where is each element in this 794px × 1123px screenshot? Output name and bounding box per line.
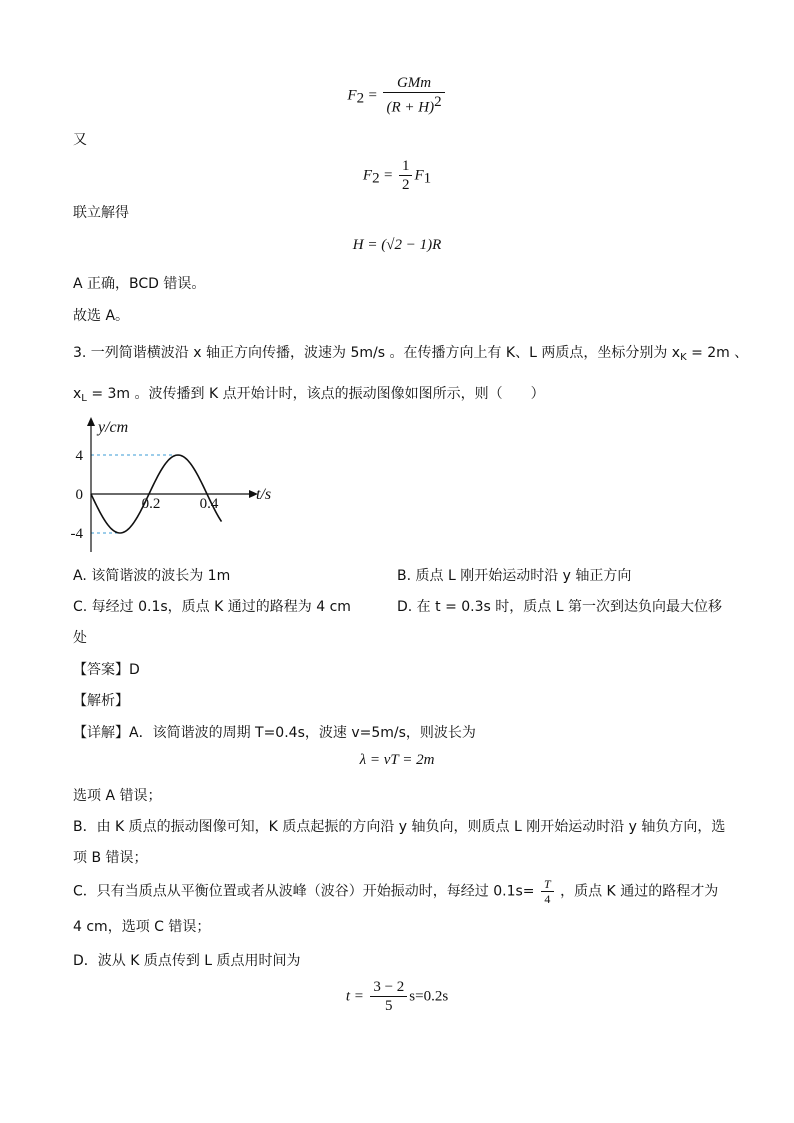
option-a: A. 该简谐波的波长为 1m [73,568,231,584]
y-tick-label-2: 0 [75,487,83,503]
y-axis-arrow [87,417,95,426]
formula-lambda: λ = vT = 2m [359,752,435,768]
y-tick-label-1: 4 [75,448,83,464]
x-tick-label-2: 0.4 [199,496,219,512]
option-d: D. 在 t = 0.3s 时，质点 L 第一次到达负向最大位移 [397,599,722,615]
half-fraction: $\frac{1}{2}$ [399,157,413,194]
vibration-chart [60,412,280,562]
option-c: C. 每经过 0.1s，质点 K 通过的路程为 4 cm [73,599,351,615]
question-3-line-2: $x_L = 3m$ 。波传播到 K 点开始计时，该点的振动图像如图所示，则（ ） [73,386,545,404]
x-axis-label: t/s [256,486,272,503]
t-over-4-fraction: $\frac{T}{4}$ [541,877,554,906]
f2-fraction: $\frac{\text{GMm}}{(R + H)^2}$ [383,74,444,117]
detail-c-line-2: 4 cm，选项 C 错误； [73,919,211,935]
text-lianli: 联立解得 [73,205,129,221]
formula-t: t = $\frac{3 - 2}{5}$ s=0.2s [345,979,449,1014]
answer: 【答案】D [73,662,140,678]
detail-d: D．波从 K 质点传到 L 质点用时间为 [73,953,301,969]
option-d-continued: 处 [73,630,87,646]
text-a-wrong: 选项 A 错误； [73,788,162,804]
detail-c-line-1: C．只有当质点从平衡位置或者从波峰（波谷）开始振动时，每经过 0.1s= $\frac{T}{4}$ ，质点 K 通过的路程才为 [73,877,719,906]
detail-a: 【详解】A．该简谐波的周期 T=0.4s，波速 v=5m/s，则波长为 [73,725,476,741]
option-b: B. 质点 L 刚开始运动时沿 y 轴正方向 [397,568,632,584]
text-you: 又 [73,132,87,148]
formula-f2: $F_2$ = $\frac{\text{GMm}}{(R + H)^2}$ [0,74,794,117]
formula-f2-f1: $F_2$ = $\frac{1}{2}$ $F_1$ [362,158,432,193]
t-fraction: $\frac{3 - 2}{5}$ [370,978,407,1015]
text-guxuan: 故选 A。 [73,308,130,324]
question-3-line-1: 3. 一列简谐横波沿 x 轴正方向传播，波速为 5m/s 。在传播方向上有 K、L 两质点，坐标分别为 $x_K = 2m$ 、 [73,345,749,363]
formula-h: H = (√2 − 1)R [352,237,442,253]
analysis-heading: 【解析】 [73,693,129,709]
x-tick-label-1: 0.2 [141,496,161,512]
y-axis-label: y/cm [98,419,129,436]
detail-b-line-2: 项 B 错误； [73,850,148,866]
y-tick-label-3: -4 [70,526,83,542]
detail-b-line-1: B．由 K 质点的振动图像可知，K 质点起振的方向沿 y 轴负向，则质点 L 刚开始运动时沿 y 轴负方向，选 [73,819,726,835]
text-a-correct: A 正确，BCD 错误。 [73,276,206,292]
